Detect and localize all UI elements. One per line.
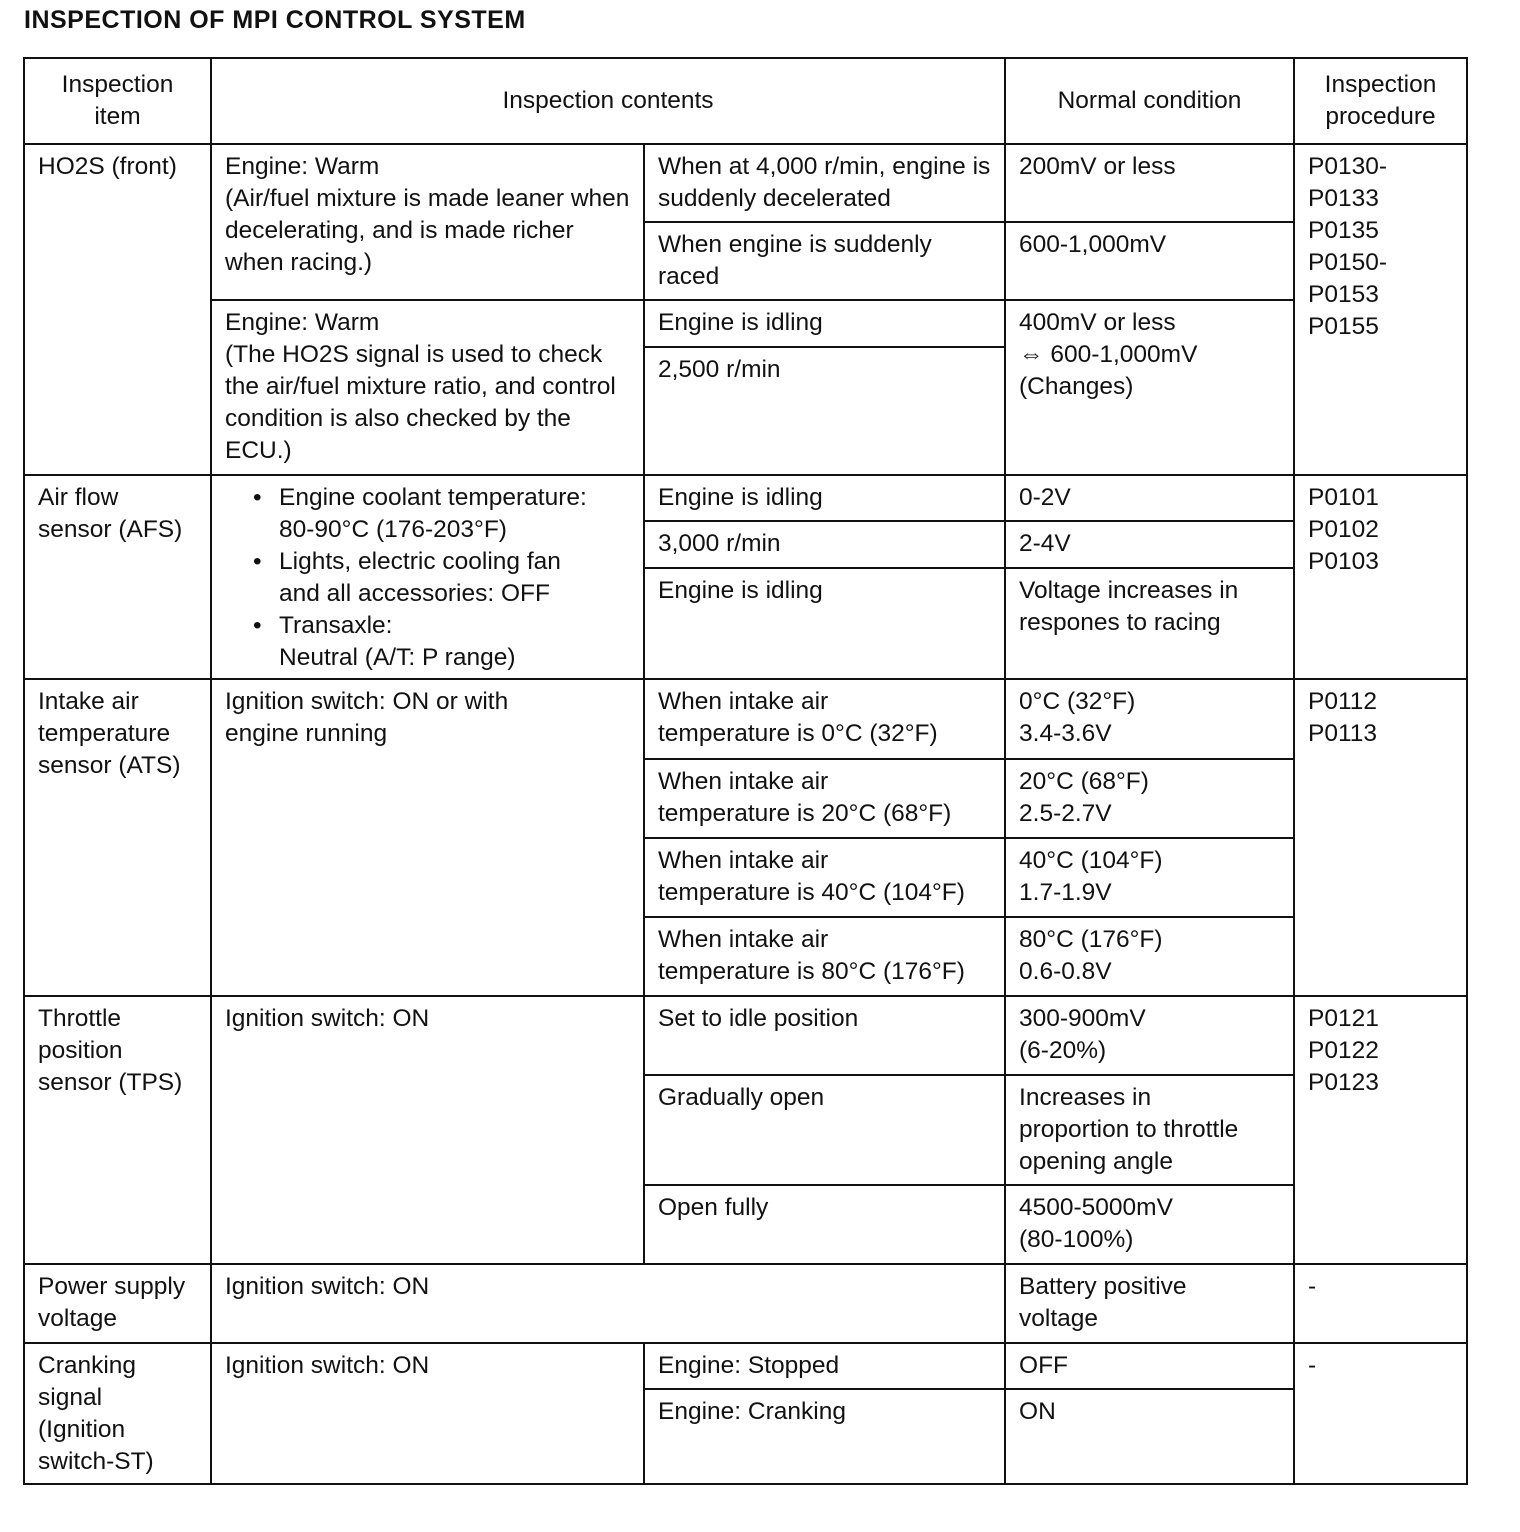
- ho2s-state-4: 2,500 r/min: [644, 347, 1005, 475]
- tps-normal-1: 300-900mV (6-20%): [1005, 996, 1294, 1075]
- cranking-normal-1: OFF: [1005, 1343, 1294, 1389]
- ho2s-normal-2: 600-1,000mV: [1005, 222, 1294, 300]
- header-inspection-item: Inspection item: [24, 58, 211, 144]
- cranking-state-1: Engine: Stopped: [644, 1343, 1005, 1389]
- tps-state-3: Open fully: [644, 1185, 1005, 1264]
- ats-state-2: When intake air temperature is 20°C (68°F): [644, 759, 1005, 838]
- table-row: [24, 1343, 1467, 1389]
- list-item: • Lights, electric cooling fan and all accessories: OFF: [253, 546, 631, 610]
- ho2s-state-1: When at 4,000 r/min, engine is suddenly decelerated: [644, 144, 1005, 222]
- ats-normal-4: 80°C (176°F) 0.6-0.8V: [1005, 917, 1294, 996]
- power-procedure: -: [1294, 1264, 1467, 1343]
- afs-procedure: P0101 P0102 P0103: [1294, 475, 1467, 679]
- item-ats: Intake air temperature sensor (ATS): [24, 679, 211, 996]
- ho2s-procedure: P0130- P0133 P0135 P0150- P0153 P0155: [1294, 144, 1467, 475]
- ats-procedure: P0112 P0113: [1294, 679, 1467, 996]
- ats-condition: Ignition switch: ON or with engine running: [211, 679, 644, 996]
- item-afs: Air flow sensor (AFS): [24, 475, 211, 679]
- tps-state-2: Gradually open: [644, 1075, 1005, 1185]
- ho2s-normal-3: 400mV or less ⇔ 600-1,000mV (Changes): [1005, 300, 1294, 475]
- ats-state-4: When intake air temperature is 80°C (176°F): [644, 917, 1005, 996]
- afs-state-2: 3,000 r/min: [644, 521, 1005, 568]
- afs-condition: [211, 475, 644, 679]
- document-title: INSPECTION OF MPI CONTROL SYSTEM: [24, 6, 526, 34]
- item-tps: Throttle position sensor (TPS): [24, 996, 211, 1264]
- ats-normal-2: 20°C (68°F) 2.5-2.7V: [1005, 759, 1294, 838]
- item-ho2s: HO2S (front): [24, 144, 211, 475]
- list-item: • Transaxle: Neutral (A/T: P range): [253, 610, 631, 674]
- table-row: [24, 144, 1467, 222]
- ho2s-state-3: Engine is idling: [644, 300, 1005, 347]
- ho2s-condition-1: Engine: Warm (Air/fuel mixture is made leaner when decelerating, and is made richer when racing.): [211, 144, 644, 300]
- table-row: [24, 475, 1467, 521]
- cranking-state-2: Engine: Cranking: [644, 1389, 1005, 1484]
- table-row: [24, 996, 1467, 1075]
- cranking-procedure: -: [1294, 1343, 1467, 1484]
- ho2s-normal-1: 200mV or less: [1005, 144, 1294, 222]
- table-row: [24, 679, 1467, 759]
- tps-normal-3: 4500-5000mV (80-100%): [1005, 1185, 1294, 1264]
- table-row: [24, 1264, 1467, 1343]
- afs-state-3: Engine is idling: [644, 568, 1005, 679]
- ats-state-1: When intake air temperature is 0°C (32°F): [644, 679, 1005, 759]
- item-cranking-signal: Cranking signal (Ignition switch-ST): [24, 1343, 211, 1484]
- tps-procedure: P0121 P0122 P0123: [1294, 996, 1467, 1264]
- ho2s-state-2: When engine is suddenly raced: [644, 222, 1005, 300]
- table-header-row: [24, 58, 1467, 144]
- list-item: • Engine coolant temperature: 80-90°C (176-203°F): [253, 482, 631, 546]
- ho2s-condition-2: Engine: Warm (The HO2S signal is used to check the air/fuel mixture ratio, and control condition is also checked by the ECU.): [211, 300, 644, 475]
- power-condition: Ignition switch: ON: [211, 1264, 1005, 1343]
- power-normal: Battery positive voltage: [1005, 1264, 1294, 1343]
- table-row: [24, 300, 1467, 347]
- afs-state-1: Engine is idling: [644, 475, 1005, 521]
- afs-normal-1: 0-2V: [1005, 475, 1294, 521]
- afs-normal-3: Voltage increases in respones to racing: [1005, 568, 1294, 679]
- ats-normal-3: 40°C (104°F) 1.7-1.9V: [1005, 838, 1294, 917]
- cranking-normal-2: ON: [1005, 1389, 1294, 1484]
- ats-state-3: When intake air temperature is 40°C (104°F): [644, 838, 1005, 917]
- header-inspection-procedure: Inspection procedure: [1294, 58, 1467, 144]
- inspection-table: [23, 57, 1468, 1485]
- ats-normal-1: 0°C (32°F) 3.4-3.6V: [1005, 679, 1294, 759]
- afs-normal-2: 2-4V: [1005, 521, 1294, 568]
- tps-normal-2: Increases in proportion to throttle opening angle: [1005, 1075, 1294, 1185]
- item-power-supply: Power supply voltage: [24, 1264, 211, 1343]
- cranking-condition: Ignition switch: ON: [211, 1343, 644, 1484]
- tps-state-1: Set to idle position: [644, 996, 1005, 1075]
- header-inspection-contents: Inspection contents: [211, 58, 1005, 144]
- header-normal-condition: Normal condition: [1005, 58, 1294, 144]
- tps-condition: Ignition switch: ON: [211, 996, 644, 1264]
- afs-condition-list: [225, 482, 631, 674]
